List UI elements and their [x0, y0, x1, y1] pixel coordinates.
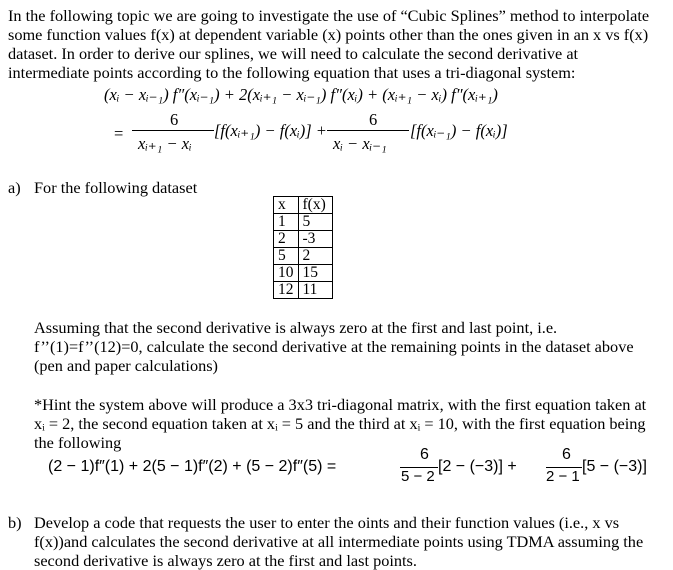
part-b-line-1: Develop a code that requests the user to enter the oints and their function values (i.e., x vs: [34, 513, 620, 532]
part-b-label: b): [8, 513, 22, 532]
example-term-1: [2 − (−3)] +: [438, 458, 517, 475]
hint-line-2: xᵢ = 2, the second equation taken at xᵢ = 5 and the third at xᵢ = 10, with the first equation being: [34, 414, 646, 433]
example-num-2: 6: [562, 446, 571, 463]
table-row: [274, 214, 333, 231]
example-den-2: 2 − 1: [546, 468, 580, 485]
table-header-row: [274, 197, 333, 214]
equation-den-2: xᵢ − xᵢ₋₁: [333, 134, 387, 153]
table-header-x: x: [274, 197, 299, 214]
table-row: [274, 248, 333, 265]
example-num-1: 6: [420, 446, 429, 463]
intro-line-3: dataset. In order to derive our splines, we will need to calculate the second derivative at: [8, 44, 579, 63]
table-cell-fx: 2: [298, 248, 332, 265]
table-cell-x: 1: [274, 214, 299, 231]
equation-num-1: 6: [170, 110, 179, 129]
table-cell-fx: -3: [298, 231, 332, 248]
intro-line-1: In the following topic we are going to investigate the use of “Cubic Splines” method to interpolate: [8, 6, 650, 25]
table-cell-x: 2: [274, 231, 299, 248]
equation-fraction-bar-1: [132, 130, 214, 131]
part-a-text: For the following dataset: [34, 178, 198, 197]
equation-num-2: 6: [369, 110, 378, 129]
equation-equals: =: [114, 124, 124, 143]
part-a-label: a): [8, 178, 21, 197]
part-b-line-2: f(x))and calculates the second derivative at all intermediate points using TDMA assuming the: [34, 532, 644, 551]
table-cell-fx: 15: [298, 265, 332, 282]
table-cell-x: 12: [274, 282, 299, 299]
example-den-1: 5 − 2: [401, 468, 435, 485]
equation-term-2: [f(xᵢ₋₁) − f(xᵢ)]: [410, 121, 508, 140]
table-header-fx: f(x): [298, 197, 332, 214]
example-term-2: [5 − (−3)]: [582, 458, 647, 475]
example-equation-lhs: (2 − 1)f″(1) + 2(5 − 1)f″(2) + (5 − 2)f″(5) =: [48, 458, 337, 475]
equation-term-1: [f(xᵢ₊₁) − f(xᵢ)] +: [214, 121, 327, 140]
assumption-line-3: (pen and paper calculations): [34, 356, 218, 375]
assumption-line-1: Assuming that the second derivative is always zero at the first and last point, i.e.: [34, 318, 558, 337]
table-row: [274, 282, 333, 299]
table-cell-fx: 11: [298, 282, 332, 299]
dataset-table: [273, 196, 333, 299]
equation-lhs: (xᵢ − xᵢ₋₁) f″(xᵢ₋₁) + 2(xᵢ₊₁ − xᵢ₋₁) f″(xᵢ) + (xᵢ₊₁ − xᵢ) f″(xᵢ₊₁): [104, 85, 498, 104]
equation-den-1: xᵢ₊₁ − xᵢ: [138, 134, 192, 153]
table-row: [274, 231, 333, 248]
intro-line-4: intermediate points according to the following equation that uses a tri-diagonal system:: [8, 63, 576, 82]
table-cell-fx: 5: [298, 214, 332, 231]
equation-fraction-bar-2: [327, 130, 409, 131]
intro-line-2: some function values f(x) at dependent variable (x) points other than the ones given in an x vs f(x): [8, 25, 649, 44]
part-b-line-3: second derivative is always zero at the first and last points.: [34, 551, 417, 570]
hint-line-1: *Hint the system above will produce a 3x3 tri-diagonal matrix, with the first equation taken at: [34, 395, 647, 414]
table-cell-x: 5: [274, 248, 299, 265]
table-row: [274, 265, 333, 282]
hint-line-3: the following: [34, 433, 122, 452]
assumption-line-2: f’’(1)=f’’(12)=0, calculate the second derivative at the remaining points in the dataset above: [34, 337, 634, 356]
table-cell-x: 10: [274, 265, 299, 282]
